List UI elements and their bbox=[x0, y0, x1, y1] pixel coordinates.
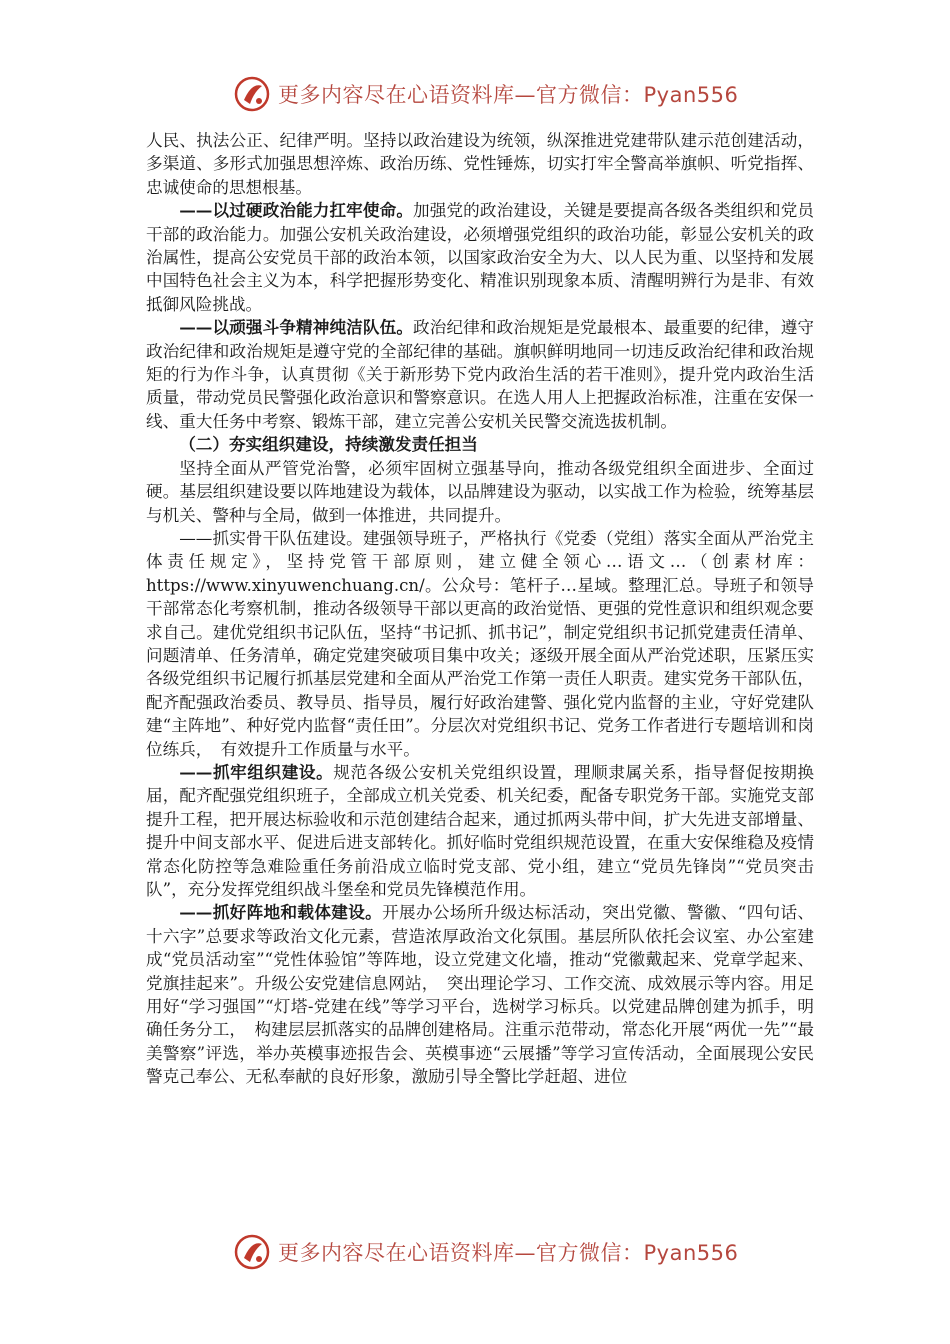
paragraph: ——抓实骨干队伍建设。建强领导班子，严格执行《党委（党组）落实全面从严治党主体责任规定》，坚持党管干部原则，建立健全领心…语文…（创素材库：https://www.xinyuwenchuang.cn/。公众号：笔杆子…星域。整理汇总。导班子和领导干部常态化考察机制，推动各级领导干部以更高的政治觉悟、更强的党性意识和组织观念要求自己。建优党组织书记队伍，坚持“书记抓、抓书记”，制定党组织书记抓党建责任清单、问题清单、任务清单，确定党建突破项目集中攻关；逐级开展全面从严治党述职，压紧压实各级党组织书记履行抓基层党建和全面从严治党工作第一责任人职责。建实党务干部队伍，配齐配强政治委员、教导员、指导员，履行好政治建警、强化党内监督的主业，守好党建队建“主阵地”、种好党内监督“责任田”。分层次对党组织书记、党务工作者进行专题培训和岗位练兵， 有效提升工作质量与水平。 bbox=[146, 528, 814, 759]
red-circle-logo-icon bbox=[232, 74, 272, 114]
paragraph bbox=[146, 316, 814, 433]
paragraph-body: 开展办公场所升级达标活动，突出党徽、警徽、“四句话、十六字”总要求等政治文化元素，营造浓厚政治文化氛围。基层所队依托会议室、办公室建成“党员活动室”“党性体验馆”等阵地，设立党建文化墙，推动“党徽戴起来、党章学起来、党旗挂起来”。升级公安党建信息网站， 突出理论学习、工作交流、成效展示等内容。用足用好“学习强国”“灯塔-党建在线”等学习平台，选树学习标兵。以党建品牌创建为抓手，明确任务分工， 构建层层抓落实的品牌创建格局。注重示范带动，常态化开展“两优一先”“最美警察”评选，举办英模事迹报告会、英模事迹“云展播”等学习宣传活动，全面展现公安民警克己奉公、无私奉献的良好形象，激励引导全警比学赶超、进位 bbox=[146, 903, 815, 1087]
paragraph: 坚持全面从严管党治警，必须牢固树立强基导向，推动各级党组织全面进步、全面过硬。基层组织建设要以阵地建设为载体，以品牌建设为驱动，以实战工作为检验，统筹基层与机关、警种与全局，做到一体推进，共同提升。 bbox=[146, 458, 814, 525]
footer-banner bbox=[232, 1230, 752, 1274]
document-body bbox=[146, 129, 814, 1089]
paragraph: 人民、执法公正、纪律严明。坚持以政治建设为统领，纵深推进党建带队建示范创建活动，多渠道、多形式加强思想淬炼、政治历练、党性锤炼，切实打牢全警高举旗帜、听党指挥、忠诚使命的思想根基。 bbox=[146, 131, 814, 197]
paragraph bbox=[146, 199, 814, 316]
paragraph bbox=[146, 761, 814, 901]
section-heading: （二）夯实组织建设，持续激发责任担当 bbox=[179, 434, 478, 455]
paragraph bbox=[146, 901, 814, 1088]
paragraph-lead: ——以顽强斗争精神纯洁队伍。 bbox=[179, 317, 414, 338]
red-circle-logo-icon bbox=[232, 1232, 272, 1272]
banner-text: 更多内容尽在心语资料库—官方微信：Pyan556 bbox=[278, 83, 739, 107]
paragraph-lead: ——抓牢组织建设。 bbox=[179, 761, 334, 782]
paragraph-lead: ——以过硬政治能力扛牢使命。 bbox=[179, 200, 414, 221]
paragraph-body: 加强党的政治建设，关键是要提高各级各类组织和党员干部的政治能力。加强公安机关政治建设，必须增强党组织的政治功能，彰显公安机关的政治属性，提高公安党员干部的政治本领，以国家政治安全为大、以人民为重、以坚持和发展中国特色社会主义为本，科学把握形势变化、精准识别现象本质、清醒明辨行为是非、有效抵御风险挑战。 bbox=[146, 201, 815, 314]
paragraph-body: 规范各级公安机关党组织设置，理顺隶属关系，指导督促按期换届，配齐配强党组织班子，全部成立机关党委、机关纪委，配备专职党务干部。实施党支部提升工程，把开展达标验收和示范创建结合起来，通过抓两头带中间，扩大先进支部增量、提升中间支部水平、促进后进支部转化。抓好临时党组织规范设置，在重大安保维稳及疫情常态化防控等急难险重任务前沿成立临时党支部、党小组，建立“党员先锋岗”“党员突击队”，充分发挥党组织战斗堡垒和党员先锋模范作用。 bbox=[146, 762, 814, 899]
paragraph-body: 政治纪律和政治规矩是党最根本、最重要的纪律，遵守政治纪律和政治规矩是遵守党的全部纪律的基础。旗帜鲜明地同一切违反政治纪律和政治规矩的行为作斗争，认真贯彻《关于新形势下党内政治生活的若干准则》，提升党内政治生活质量，带动党员民警强化政治意识和警察意识。在选人用人上把握政治标准，注重在安保一线、重大任务中考察、锻炼干部，建立完善公安机关民警交流选拔机制。 bbox=[146, 318, 815, 431]
header-banner bbox=[232, 72, 752, 116]
banner-text: 更多内容尽在心语资料库—官方微信：Pyan556 bbox=[278, 1241, 739, 1265]
paragraph-lead: ——抓好阵地和载体建设。 bbox=[179, 902, 383, 923]
